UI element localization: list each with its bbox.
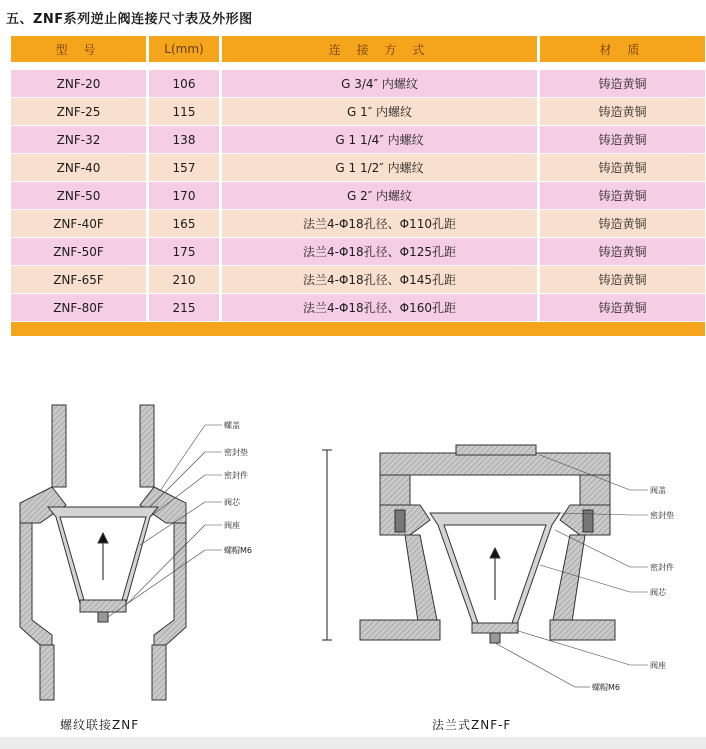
label-left-gasket: 密封垫: [224, 448, 248, 457]
table-row: [11, 98, 705, 126]
cell-model: ZNF-20: [11, 70, 146, 98]
cell-material: 铸造黄铜: [540, 294, 705, 322]
cell-material: 铸造黄铜: [540, 182, 705, 210]
label-right-nut: 螺帽M6: [592, 683, 620, 692]
label-left-seat: 阀座: [224, 521, 240, 530]
bottom-strip: [0, 737, 706, 749]
label-right-gasket: 密封垫: [650, 511, 674, 520]
cell-material: 铸造黄铜: [540, 210, 705, 238]
cell-length: 175: [149, 238, 219, 266]
label-left-core: 阀芯: [224, 498, 240, 507]
table-row: [11, 238, 705, 266]
label-left-seal: 密封件: [224, 471, 248, 480]
cell-connection: G 1 1/4″ 内螺纹: [222, 126, 537, 154]
table-row: [11, 70, 705, 98]
label-right-seal: 密封件: [650, 563, 674, 572]
cell-length: 215: [149, 294, 219, 322]
cell-connection: G 1 1/2″ 内螺纹: [222, 154, 537, 182]
cell-length: 106: [149, 70, 219, 98]
cell-model: ZNF-80F: [11, 294, 146, 322]
cell-material: 铸造黄铜: [540, 126, 705, 154]
cell-length: 210: [149, 266, 219, 294]
cell-connection: G 1″ 内螺纹: [222, 98, 537, 126]
cell-model: ZNF-65F: [11, 266, 146, 294]
cell-connection: 法兰4-Φ18孔径、Φ145孔距: [222, 266, 537, 294]
header-length: L(mm): [149, 36, 219, 62]
table-footer-bar: [11, 322, 705, 336]
table-row: [11, 210, 705, 238]
label-right-core: 阀芯: [650, 588, 666, 597]
cell-connection: 法兰4-Φ18孔径、Φ110孔距: [222, 210, 537, 238]
table-row: [11, 294, 705, 322]
label-right-bonnet: 阀盖: [650, 486, 666, 495]
cell-length: 165: [149, 210, 219, 238]
cell-material: 铸造黄铜: [540, 238, 705, 266]
cell-length: 157: [149, 154, 219, 182]
header-connection: 连 接 方 式: [222, 36, 537, 62]
cell-connection: 法兰4-Φ18孔径、Φ125孔距: [222, 238, 537, 266]
spec-table: [8, 36, 706, 336]
caption-threaded: 螺纹联接ZNF: [60, 718, 140, 732]
cell-length: 170: [149, 182, 219, 210]
cell-length: 115: [149, 98, 219, 126]
cell-connection: G 3/4″ 内螺纹: [222, 70, 537, 98]
page-title: 五、ZNF系列逆止阀连接尺寸表及外形图: [6, 12, 253, 27]
table-row: [11, 182, 705, 210]
cell-material: 铸造黄铜: [540, 98, 705, 126]
cell-model: ZNF-32: [11, 126, 146, 154]
cell-material: 铸造黄铜: [540, 70, 705, 98]
header-material: 材 质: [540, 36, 705, 62]
table-row: [11, 154, 705, 182]
caption-flanged: 法兰式ZNF-F: [432, 718, 512, 732]
label-left-nut: 螺帽M6: [224, 546, 252, 555]
flanged-valve-drawing: [322, 445, 615, 643]
cell-model: ZNF-50: [11, 182, 146, 210]
cell-connection: G 2″ 内螺纹: [222, 182, 537, 210]
table-row: [11, 126, 705, 154]
cell-material: 铸造黄铜: [540, 154, 705, 182]
table-row: [11, 266, 705, 294]
cell-length: 138: [149, 126, 219, 154]
table-header-row: [11, 36, 705, 62]
threaded-valve-drawing: [20, 405, 186, 700]
cell-material: 铸造黄铜: [540, 266, 705, 294]
cell-connection: 法兰4-Φ18孔径、Φ160孔距: [222, 294, 537, 322]
cell-model: ZNF-40: [11, 154, 146, 182]
label-right-seat: 阀座: [650, 661, 666, 670]
cell-model: ZNF-50F: [11, 238, 146, 266]
label-left-bonnet: 螺盖: [224, 421, 240, 430]
cell-model: ZNF-40F: [11, 210, 146, 238]
cell-model: ZNF-25: [11, 98, 146, 126]
header-model: 型 号: [11, 36, 146, 62]
